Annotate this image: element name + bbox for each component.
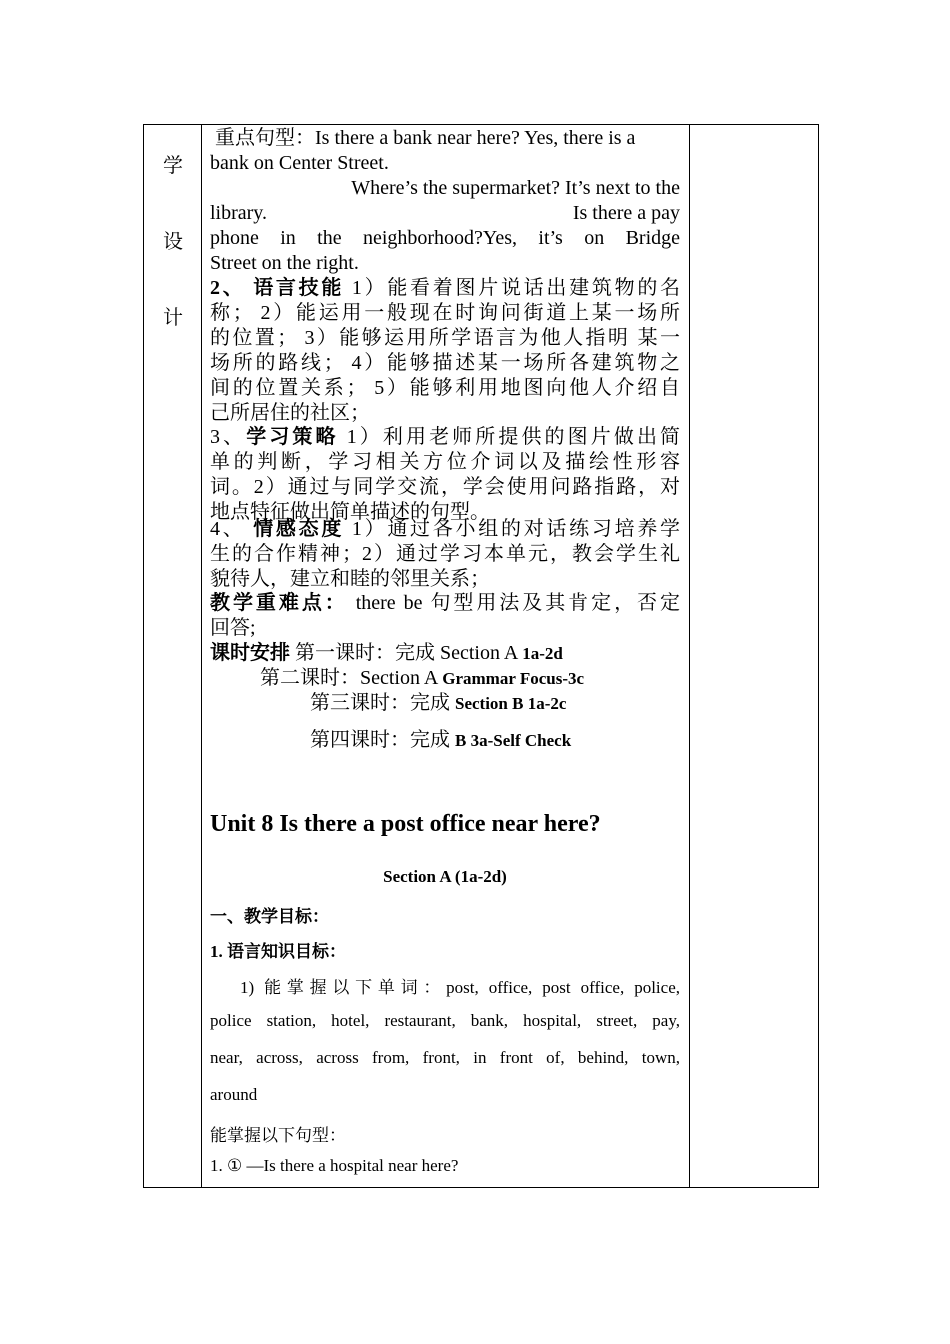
attitude-line-1: 4、 情感态度 1）通过各小组的对话练习培养学 — [210, 518, 681, 540]
left-char-3: 计 — [163, 307, 183, 329]
sentence-line-4: library. Is there a pay — [210, 202, 680, 224]
attitude-line-2: 生的合作精神；2）通过学习本单元，教会学生礼 — [210, 543, 680, 565]
strategy-line-2: 单的判断，学习相关方位介词以及描绘性形容 — [210, 451, 680, 473]
pattern-line-1: 1. ① —Is there a hospital near here? — [210, 1156, 459, 1175]
skills-line-1: 2、 语言技能 1）能看着图片说话出建筑物的名 — [210, 277, 681, 299]
words-line-3: near, across, across from, front, in front of, behind, town, — [210, 1048, 680, 1067]
strategy-line-1: 3、学习策略 1）利用老师所提供的图片做出简 — [210, 426, 681, 448]
strategy-line-4: 地点特征做出简单描述的句型。 — [210, 501, 490, 523]
unit-title: Unit 8 Is there a post office near here? — [210, 811, 601, 837]
pattern-label: 能掌握以下句型： — [210, 1126, 346, 1145]
schedule-line-2: 第二课时：Section A Grammar Focus-3c — [260, 667, 585, 689]
words-line-4: around — [210, 1085, 258, 1104]
section-title: Section A (1a-2d) — [383, 867, 507, 886]
schedule-line-1: 课时安排 第一课时：完成 Section A 1a-2d — [210, 642, 563, 664]
schedule-line-4: 第四课时：完成 B 3a-Self Check — [310, 729, 572, 751]
skills-line-6: 己所居住的社区； — [210, 402, 370, 424]
strategy-line-3: 词。2）通过与同学交流，学会使用问路指路，对 — [210, 476, 680, 498]
sentence-line-1: 重点句型：Is there a bank near here? Yes, there is a — [215, 127, 636, 149]
attitude-line-3: 貌待人，建立和睦的邻里关系； — [210, 568, 490, 590]
skills-line-4: 场所的路线； 4）能够描述某一场所各建筑物之 — [210, 352, 680, 374]
sentence-line-3: Where’s the supermarket? It’s next to the — [351, 177, 680, 199]
sentence-line-2: bank on Center Street. — [210, 152, 389, 174]
sentence-line-6: Street on the right. — [210, 252, 359, 274]
left-label-column — [144, 125, 202, 1187]
left-char-2: 设 — [163, 231, 183, 253]
left-char-1: 学 — [163, 155, 183, 177]
skills-line-3: 的位置； 3）能够运用所学语言为他人指明 某一 — [210, 327, 680, 349]
words-line-1: 1) 能掌握以下单词：post, office, post office, police, — [240, 978, 680, 997]
right-column-divider — [689, 125, 690, 1187]
schedule-line-3: 第三课时：完成 Section B 1a-2c — [310, 692, 567, 714]
goals-subheading: 1. 语言知识目标： — [210, 942, 346, 961]
sentence-line-5: phone in the neighborhood?Yes, it’s on Bridge — [210, 227, 680, 249]
goals-heading: 一、教学目标： — [210, 907, 329, 926]
lesson-plan-table — [143, 124, 819, 1188]
skills-line-5: 间的位置关系； 5）能够利用地图向他人介绍自 — [210, 377, 680, 399]
skills-line-2: 称； 2）能运用一般现在时询问街道上某一场所 — [210, 302, 680, 324]
difficulty-line-2: 回答; — [210, 617, 256, 639]
difficulty-line-1: 教学重难点： there be 句型用法及其肯定，否定 — [210, 592, 680, 614]
words-line-2: police station, hotel, restaurant, bank, hospital, street, pay, — [210, 1011, 680, 1030]
